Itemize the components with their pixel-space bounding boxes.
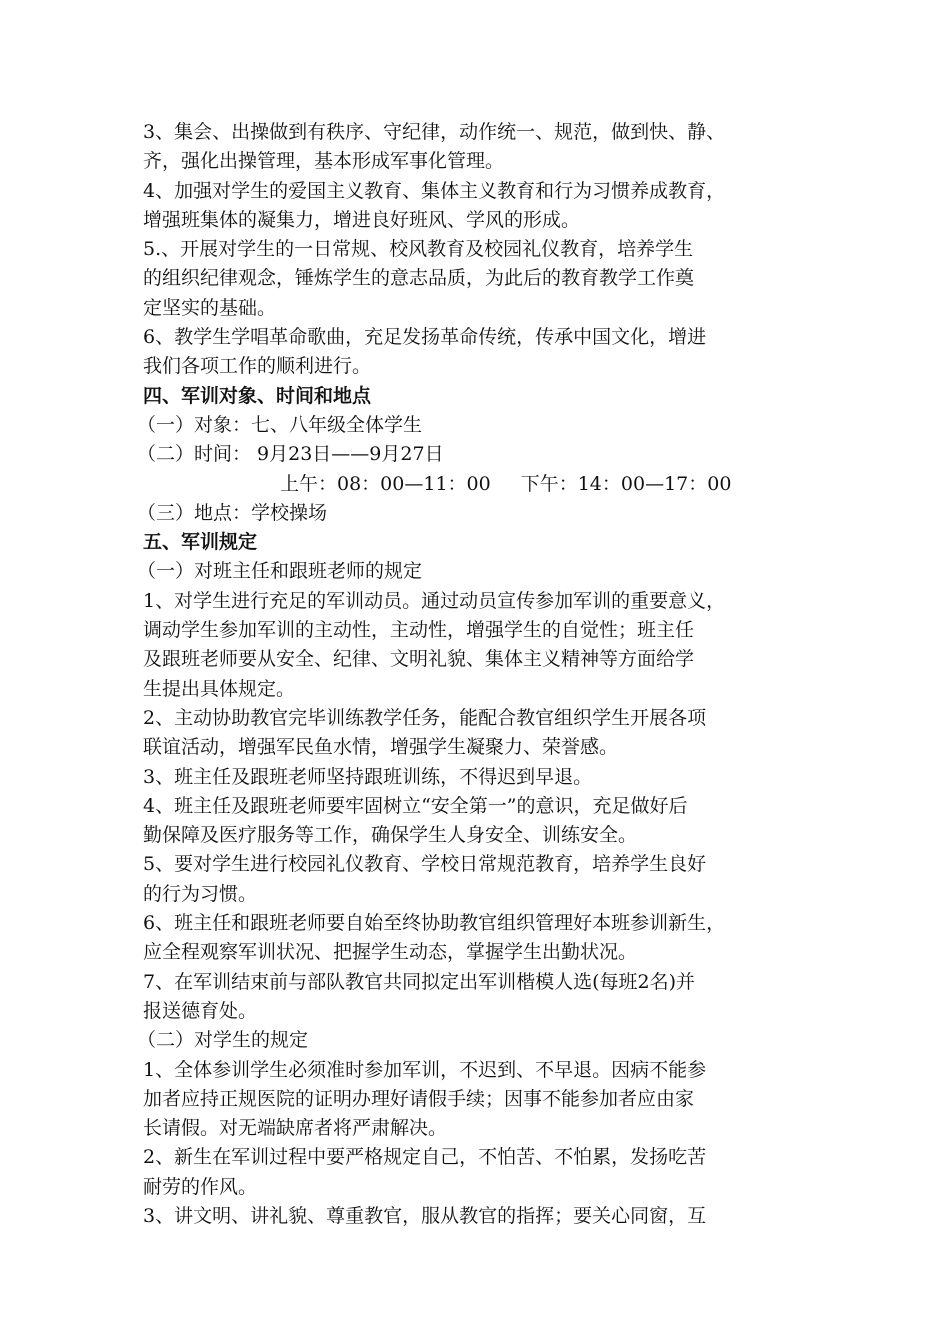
paragraph-line: 3、集会、出操做到有秩序、守纪律，动作统一、规范，做到快、静、 xyxy=(143,121,726,143)
paragraph-line: 定坚实的基础。 xyxy=(143,296,277,319)
paragraph-line: 2、主动协助教官完毕训练教学任务，能配合教官组织学生开展各项 xyxy=(143,706,707,729)
document-page xyxy=(137,118,815,1231)
section-heading: 五、军训规定 xyxy=(143,531,258,554)
subsection-line: （二）对学生的规定 xyxy=(137,1029,309,1052)
paragraph-line: 6、教学生学唱革命歌曲，充足发扬革命传统，传承中国文化，增进 xyxy=(143,326,707,349)
paragraph-line: 报送德育处。 xyxy=(143,999,258,1022)
paragraph-line: 耐劳的作风。 xyxy=(143,1175,258,1198)
paragraph-line: 2、新生在军训过程中要严格规定自己，不怕苦、不怕累，发扬吃苦 xyxy=(143,1146,707,1169)
paragraph-line: 3、班主任及跟班老师坚持跟班训练，不得迟到早退。 xyxy=(143,765,593,788)
paragraph-line: 7、在军训结束前与部队教官共同拟定出军训楷模人选(每班2名)并 xyxy=(143,970,696,993)
paragraph-line: 勤保障及医疗服务等工作，确保学生人身安全、训练安全。 xyxy=(143,824,638,847)
schedule-times xyxy=(143,470,815,499)
afternoon-time: 下午：14：00—17：00 xyxy=(520,472,732,495)
morning-time: 上午：08：00—11：00 xyxy=(280,472,491,495)
paragraph-line: 及跟班老师要从安全、纪律、文明礼貌、集体主义精神等方面给学 xyxy=(143,648,695,671)
subsection-line: （三）地点：学校操场 xyxy=(137,501,328,524)
paragraph-line: 4、班主任及跟班老师要牢固树立“安全第一”的意识，充足做好后 xyxy=(143,794,688,817)
paragraph-line: 加者应持正规医院的证明办理好请假手续；因事不能参加者应由家 xyxy=(143,1087,695,1110)
paragraph-line: 的行为习惯。 xyxy=(143,882,258,905)
subsection-line: （一）对象：七、八年级全体学生 xyxy=(137,413,423,436)
paragraph-line: 长请假。对无端缺席者将严肃解决。 xyxy=(143,1117,448,1140)
paragraph-line: 应全程观察军训状况、把握学生动态，掌握学生出勤状况。 xyxy=(143,941,638,964)
paragraph-line: 1、对学生进行充足的军训动员。通过动员宣传参加军训的重要意义， xyxy=(143,589,726,612)
paragraph-line: 5、要对学生进行校园礼仪教育、学校日常规范教育，培养学生良好 xyxy=(143,853,707,876)
paragraph-line: 4、加强对学生的爱国主义教育、集体主义教育和行为习惯养成教育， xyxy=(143,179,726,202)
paragraph-line: 增强班集体的凝集力，增进良好班风、学风的形成。 xyxy=(143,208,581,231)
subsection-line: （二）时间： 9月23日——9月27日 xyxy=(137,443,444,466)
paragraph-line: 的组织纪律观念，锤炼学生的意志品质，为此后的教育教学工作奠 xyxy=(143,267,695,290)
paragraph-line: 3、讲文明、讲礼貌、尊重教官，服从教官的指挥；要关心同窗，互 xyxy=(143,1204,707,1227)
paragraph-line: 我们各项工作的顺利进行。 xyxy=(143,355,372,378)
paragraph-line: 调动学生参加军训的主动性，主动性，增强学生的自觉性；班主任 xyxy=(143,619,695,642)
paragraph-line: 联谊活动，增强军民鱼水情，增强学生凝聚力、荣誉感。 xyxy=(143,736,619,759)
paragraph-line: 6、班主任和跟班老师要自始至终协助教官组织管理好本班参训新生， xyxy=(143,912,726,935)
paragraph-line: 5.、开展对学生的一日常规、校风教育及校园礼仪教育，培养学生 xyxy=(143,238,694,261)
paragraph-line: 1、全体参训学生必须准时参加军训，不迟到、不早退。因病不能参 xyxy=(143,1058,707,1081)
paragraph-line: 齐，强化出操管理，基本形成军事化管理。 xyxy=(143,150,505,173)
subsection-line: （一）对班主任和跟班老师的规定 xyxy=(137,560,423,583)
paragraph-line: 生提出具体规定。 xyxy=(143,677,296,700)
section-heading: 四、军训对象、时间和地点 xyxy=(143,384,372,407)
